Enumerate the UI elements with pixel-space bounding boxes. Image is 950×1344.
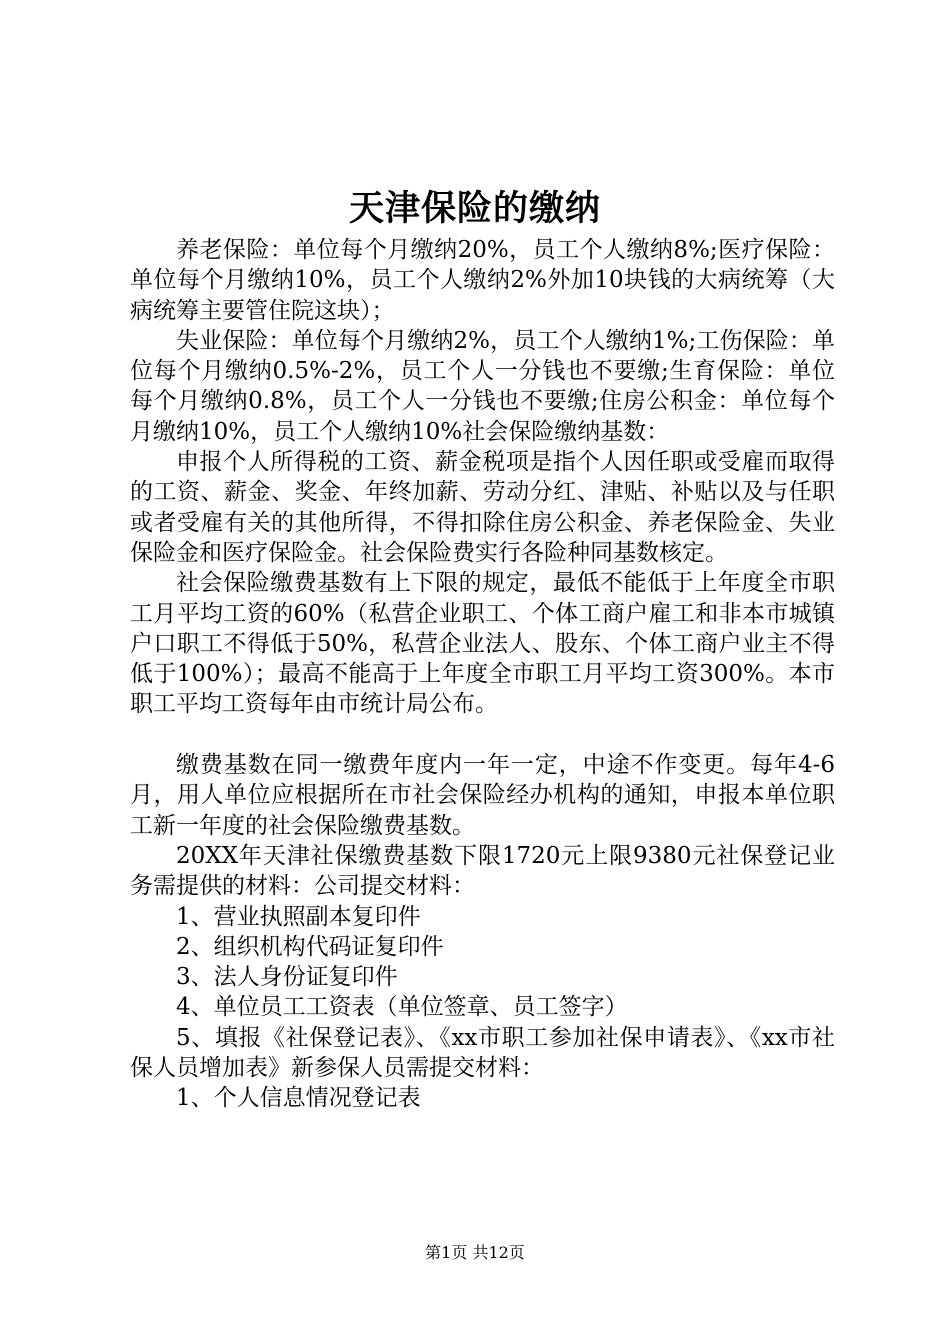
list-item: 2、组织机构代码证复印件: [176, 933, 444, 960]
document-body: [130, 235, 835, 1114]
paragraph-base-limits: 社会保险缴费基数有上下限的规定，最低不能低于上年度全市职工月平均工资的60%（私营企业职工、个体工商户雇工和非本市城镇户口职工不得低于50%，私营企业法人、股东、个体工商户业主不得低于100%）；最高不能高于上年度全市职工月平均工资300%。本市职工平均工资每年由市统计局公布。: [130, 570, 835, 718]
paragraph-income-tax: 申报个人所得税的工资、薪金税项是指个人因任职或受雇而取得的工资、薪金、奖金、年终加薪、劳动分红、津贴、补贴以及与任职或者受雇有关的其他所得，不得扣除住房公积金、养老保险金、失业保险金和医疗保险金。社会保险费实行各险种同基数核定。: [130, 449, 835, 566]
paragraph-pension-medical: 养老保险：单位每个月缴纳20%，员工个人缴纳8%;医疗保险：单位每个月缴纳10%，员工个人缴纳2%外加10块钱的大病统筹（大病统筹主要管住院这块）；: [130, 237, 835, 324]
paragraph-materials: 20XX年天津社保缴费基数下限1720元上限9380元社保登记业务需提供的材料：公司提交材料：: [130, 842, 835, 900]
list-item: 4、单位员工工资表（单位签章、员工签字）: [176, 994, 628, 1021]
list-item: 1、个人信息情况登记表: [176, 1085, 421, 1112]
list-item: 3、法人身份证复印件: [176, 964, 398, 991]
paragraph-base-year: 缴费基数在同一缴费年度内一年一定，中途不作变更。每年4-6月，用人单位应根据所在市社会保险经办机构的通知，申报本单位职工新一年度的社会保险缴费基数。: [130, 752, 835, 839]
blank-line: [130, 720, 835, 750]
list-item: 1、营业执照副本复印件: [176, 903, 421, 930]
page-number-footer: 第1页 共12页: [425, 1243, 525, 1262]
document-title: 天津保险的缴纳: [348, 188, 601, 229]
paragraph-unemployment-housing: 失业保险：单位每个月缴纳2%，员工个人缴纳1%;工伤保险：单位每个月缴纳0.5%-2%，员工个人一分钱也不要缴;生育保险：单位每个月缴纳0.8%，员工个人一分钱也不要缴;住房公积金：单位每个月缴纳10%，员工个人缴纳10%社会保险缴纳基数：: [130, 327, 835, 445]
list-item: 5、填报《社保登记表》、《xx市职工参加社保申请表》、《xx市社保人员增加表》新参保人员需提交材料：: [130, 1024, 835, 1082]
